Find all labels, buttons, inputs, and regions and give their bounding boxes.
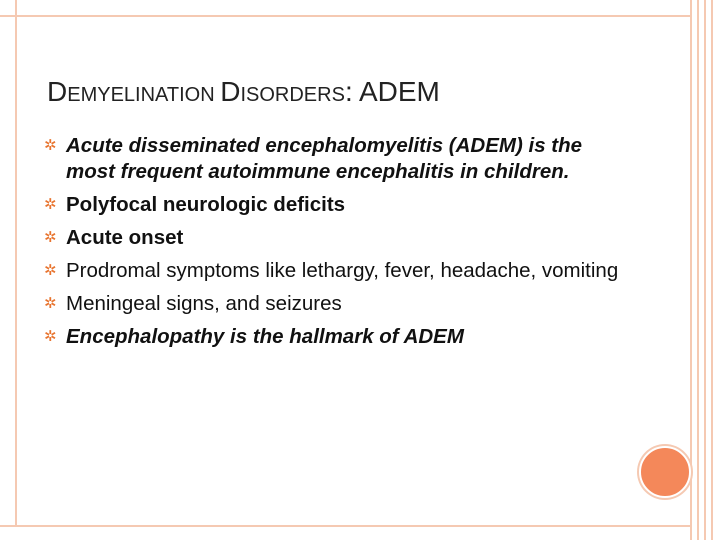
bullet-text: Acute disseminated encephalomyelitis (ADEM) is the most frequent autoimmune encephalitis in children.: [66, 134, 583, 183]
bullet-text: Prodromal symptoms like lethargy, fever, headache, vomiting: [66, 259, 619, 282]
bullet-text: Encephalopathy is the hallmark of ADEM: [66, 325, 464, 348]
list-item: [44, 291, 634, 317]
sun-bullet-icon: ✲: [44, 328, 57, 345]
border-line-right: [690, 0, 692, 540]
border-line-bottom: [0, 525, 690, 527]
border-line-left: [15, 0, 17, 525]
list-item: [44, 192, 634, 218]
bullet-text: Acute onset: [66, 226, 184, 249]
bullet-text: Polyfocal neurologic deficits: [66, 193, 346, 216]
bullet-text: Meningeal signs, and seizures: [66, 292, 342, 315]
sun-bullet-icon: ✲: [44, 229, 57, 246]
title-cap-1: D: [47, 76, 68, 107]
title-smallcaps-1: EMYELINATION: [67, 84, 221, 106]
border-line-top: [0, 15, 690, 17]
sun-bullet-icon: ✲: [44, 137, 57, 154]
sun-bullet-icon: ✲: [44, 262, 57, 279]
list-item: [44, 258, 634, 284]
list-item: [44, 324, 634, 350]
sun-bullet-icon: ✲: [44, 295, 57, 312]
title-smallcaps-2: ISORDERS: [240, 84, 345, 106]
decorative-circle: [639, 446, 691, 498]
bullet-list: [44, 133, 634, 357]
title-suffix: : ADEM: [344, 76, 440, 107]
title-cap-2: D: [220, 76, 241, 107]
border-line-right-2: [697, 0, 699, 540]
slide-title: [47, 74, 647, 113]
border-line-right-3: [704, 0, 706, 540]
list-item: [44, 133, 634, 185]
list-item: [44, 225, 634, 251]
border-line-right-4: [711, 0, 713, 540]
sun-bullet-icon: ✲: [44, 196, 57, 213]
